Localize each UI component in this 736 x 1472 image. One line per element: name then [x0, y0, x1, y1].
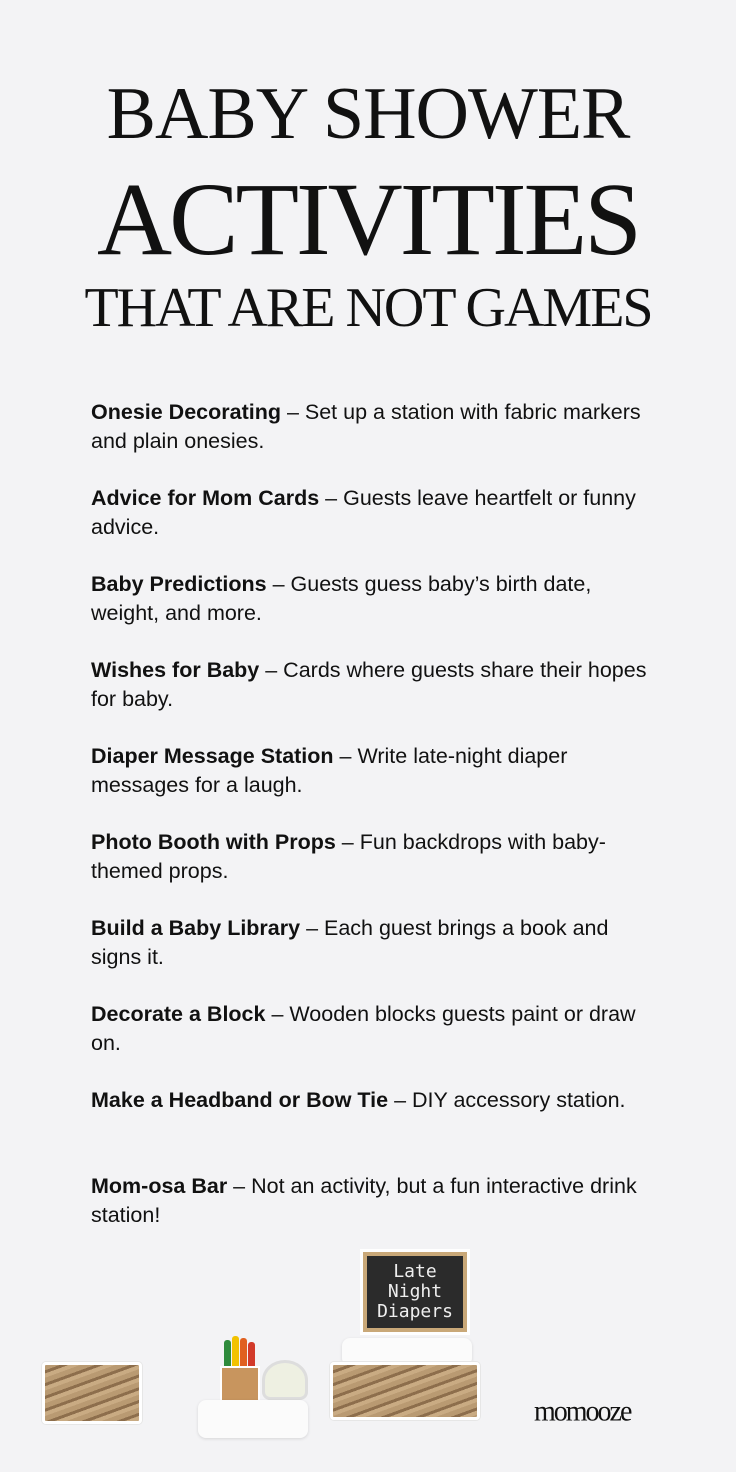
list-item: [91, 484, 651, 570]
item-name: Onesie Decorating: [91, 400, 281, 424]
item-desc: – Set up a station with fabric markers and plain onesies.: [91, 400, 641, 453]
item-desc: – Each guest brings a book and signs it.: [91, 916, 609, 969]
item-desc: – Cards where guests share their hopes for baby.: [91, 658, 647, 711]
list-item: [91, 570, 651, 656]
list-item: [91, 828, 651, 914]
item-name: Build a Baby Library: [91, 916, 301, 940]
title-line-2: ACTIVITIES: [97, 162, 639, 277]
brand-logo: momooze: [534, 1395, 631, 1428]
activity-list: [91, 398, 651, 1258]
item-desc: – Fun backdrops with baby-themed props.: [91, 830, 606, 883]
item-desc: – DIY accessory station.: [388, 1088, 626, 1112]
list-item: [91, 1000, 651, 1086]
basket-right: [330, 1362, 480, 1420]
item-desc: – Wooden blocks guests paint or draw on.: [91, 1002, 636, 1055]
marker-cup: [220, 1366, 260, 1402]
item-desc: – Write late-night diaper messages for a laugh.: [91, 744, 568, 797]
item-desc: – Not an activity, but a fun interactive drink station!: [91, 1174, 637, 1227]
folded-cloth: [198, 1400, 308, 1438]
list-item: [91, 742, 651, 828]
list-item: [91, 656, 651, 742]
title-line-1: BABY SHOWER: [106, 73, 630, 155]
chalkboard: Late Night Diapers: [363, 1252, 467, 1332]
item-name: Diaper Message Station: [91, 744, 334, 768]
basket-left: [42, 1362, 142, 1424]
item-name: Advice for Mom Cards: [91, 486, 320, 510]
item-name: Wishes for Baby: [91, 658, 260, 682]
list-item: [91, 1172, 651, 1258]
list-item: [91, 398, 651, 484]
list-item: [91, 1086, 651, 1172]
title-line-3: THAT ARE NOT GAMES: [84, 277, 652, 339]
list-item: [91, 914, 651, 1000]
item-desc: – Guests guess baby’s birth date, weight, and more.: [91, 572, 592, 625]
item-name: Photo Booth with Props: [91, 830, 336, 854]
stroller-toy: [262, 1360, 308, 1400]
item-name: Mom-osa Bar: [91, 1174, 228, 1198]
item-name: Make a Headband or Bow Tie: [91, 1088, 389, 1112]
item-name: Decorate a Block: [91, 1002, 266, 1026]
item-name: Baby Predictions: [91, 572, 267, 596]
marker: [232, 1336, 239, 1370]
item-desc: – Guests leave heartfelt or funny advice.: [91, 486, 636, 539]
